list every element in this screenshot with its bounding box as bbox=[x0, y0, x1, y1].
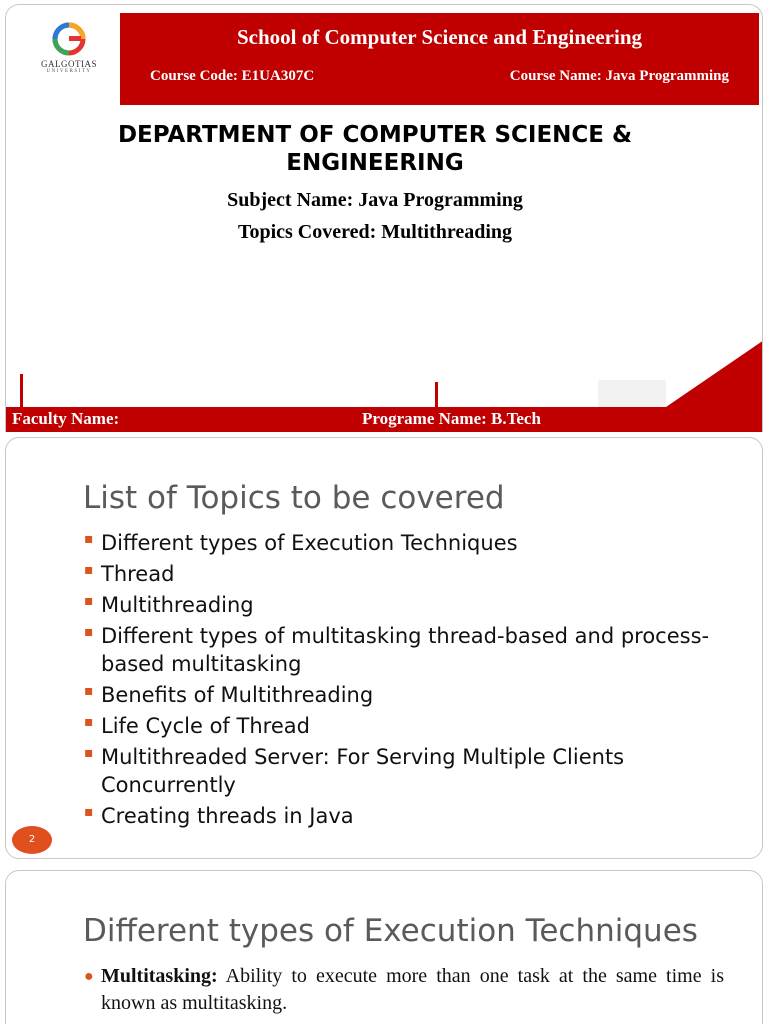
school-name: School of Computer Science and Engineering bbox=[236, 25, 643, 49]
logo-wordmark: GALGOTIAS bbox=[41, 59, 97, 69]
round-bullet-icon: ● bbox=[84, 968, 94, 985]
list-item: ▪ Thread bbox=[84, 562, 175, 586]
subject-name: Subject Name: Java Programming bbox=[227, 189, 523, 211]
square-bullet-icon: ▪ bbox=[84, 531, 94, 547]
faculty-name: Faculty Name: bbox=[12, 409, 120, 428]
list-item: ▪ Life Cycle of Thread bbox=[84, 714, 310, 738]
term-definition: Ability to execute more than one task at the same time is known as multitasking. bbox=[101, 965, 724, 1014]
execution-slide bbox=[5, 870, 763, 1024]
course-name: Course Name: Java Programming bbox=[509, 68, 729, 84]
square-bullet-icon: ▪ bbox=[84, 804, 94, 820]
galgotias-logo bbox=[24, 17, 114, 77]
list-item: ▪ Multithreading bbox=[84, 593, 254, 617]
topics-slide bbox=[5, 437, 763, 859]
department-title: DEPARTMENT OF COMPUTER SCIENCE & ENGINEERING bbox=[117, 122, 633, 176]
slide-title: Different types of Execution Techniques bbox=[83, 913, 698, 949]
title-slide bbox=[5, 4, 763, 432]
logo-emblem-icon bbox=[24, 17, 114, 61]
list-item: ▪ Different types of Execution Techniques bbox=[84, 531, 518, 555]
square-bullet-icon: ▪ bbox=[84, 714, 94, 730]
definition-paragraph bbox=[84, 963, 724, 1017]
square-bullet-icon: ▪ bbox=[84, 624, 94, 640]
list-item: ▪ Multithreaded Server: For Serving Multiple Clients Concurrently bbox=[84, 745, 625, 797]
topics-covered: Topics Covered: Multithreading bbox=[237, 221, 513, 243]
square-bullet-icon: ▪ bbox=[84, 562, 94, 578]
page-number-badge: 2 bbox=[12, 826, 52, 854]
list-item: ▪ Creating threads in Java bbox=[84, 804, 354, 828]
list-item: ▪ Benefits of Multithreading bbox=[84, 683, 374, 707]
square-bullet-icon: ▪ bbox=[84, 683, 94, 699]
course-code: Course Code: E1UA307C bbox=[150, 68, 315, 84]
term-label: Multitasking: bbox=[101, 965, 218, 987]
program-name: Programe Name: B.Tech bbox=[362, 409, 541, 428]
slide-title: List of Topics to be covered bbox=[83, 480, 505, 516]
topics-list bbox=[84, 529, 744, 833]
logo-subtext: UNIVERSITY bbox=[46, 69, 92, 74]
list-item: ▪ Different types of multitasking thread-based and process-based multitasking bbox=[84, 624, 710, 676]
square-bullet-icon: ▪ bbox=[84, 593, 94, 609]
header-banner bbox=[120, 13, 759, 105]
square-bullet-icon: ▪ bbox=[84, 745, 94, 761]
